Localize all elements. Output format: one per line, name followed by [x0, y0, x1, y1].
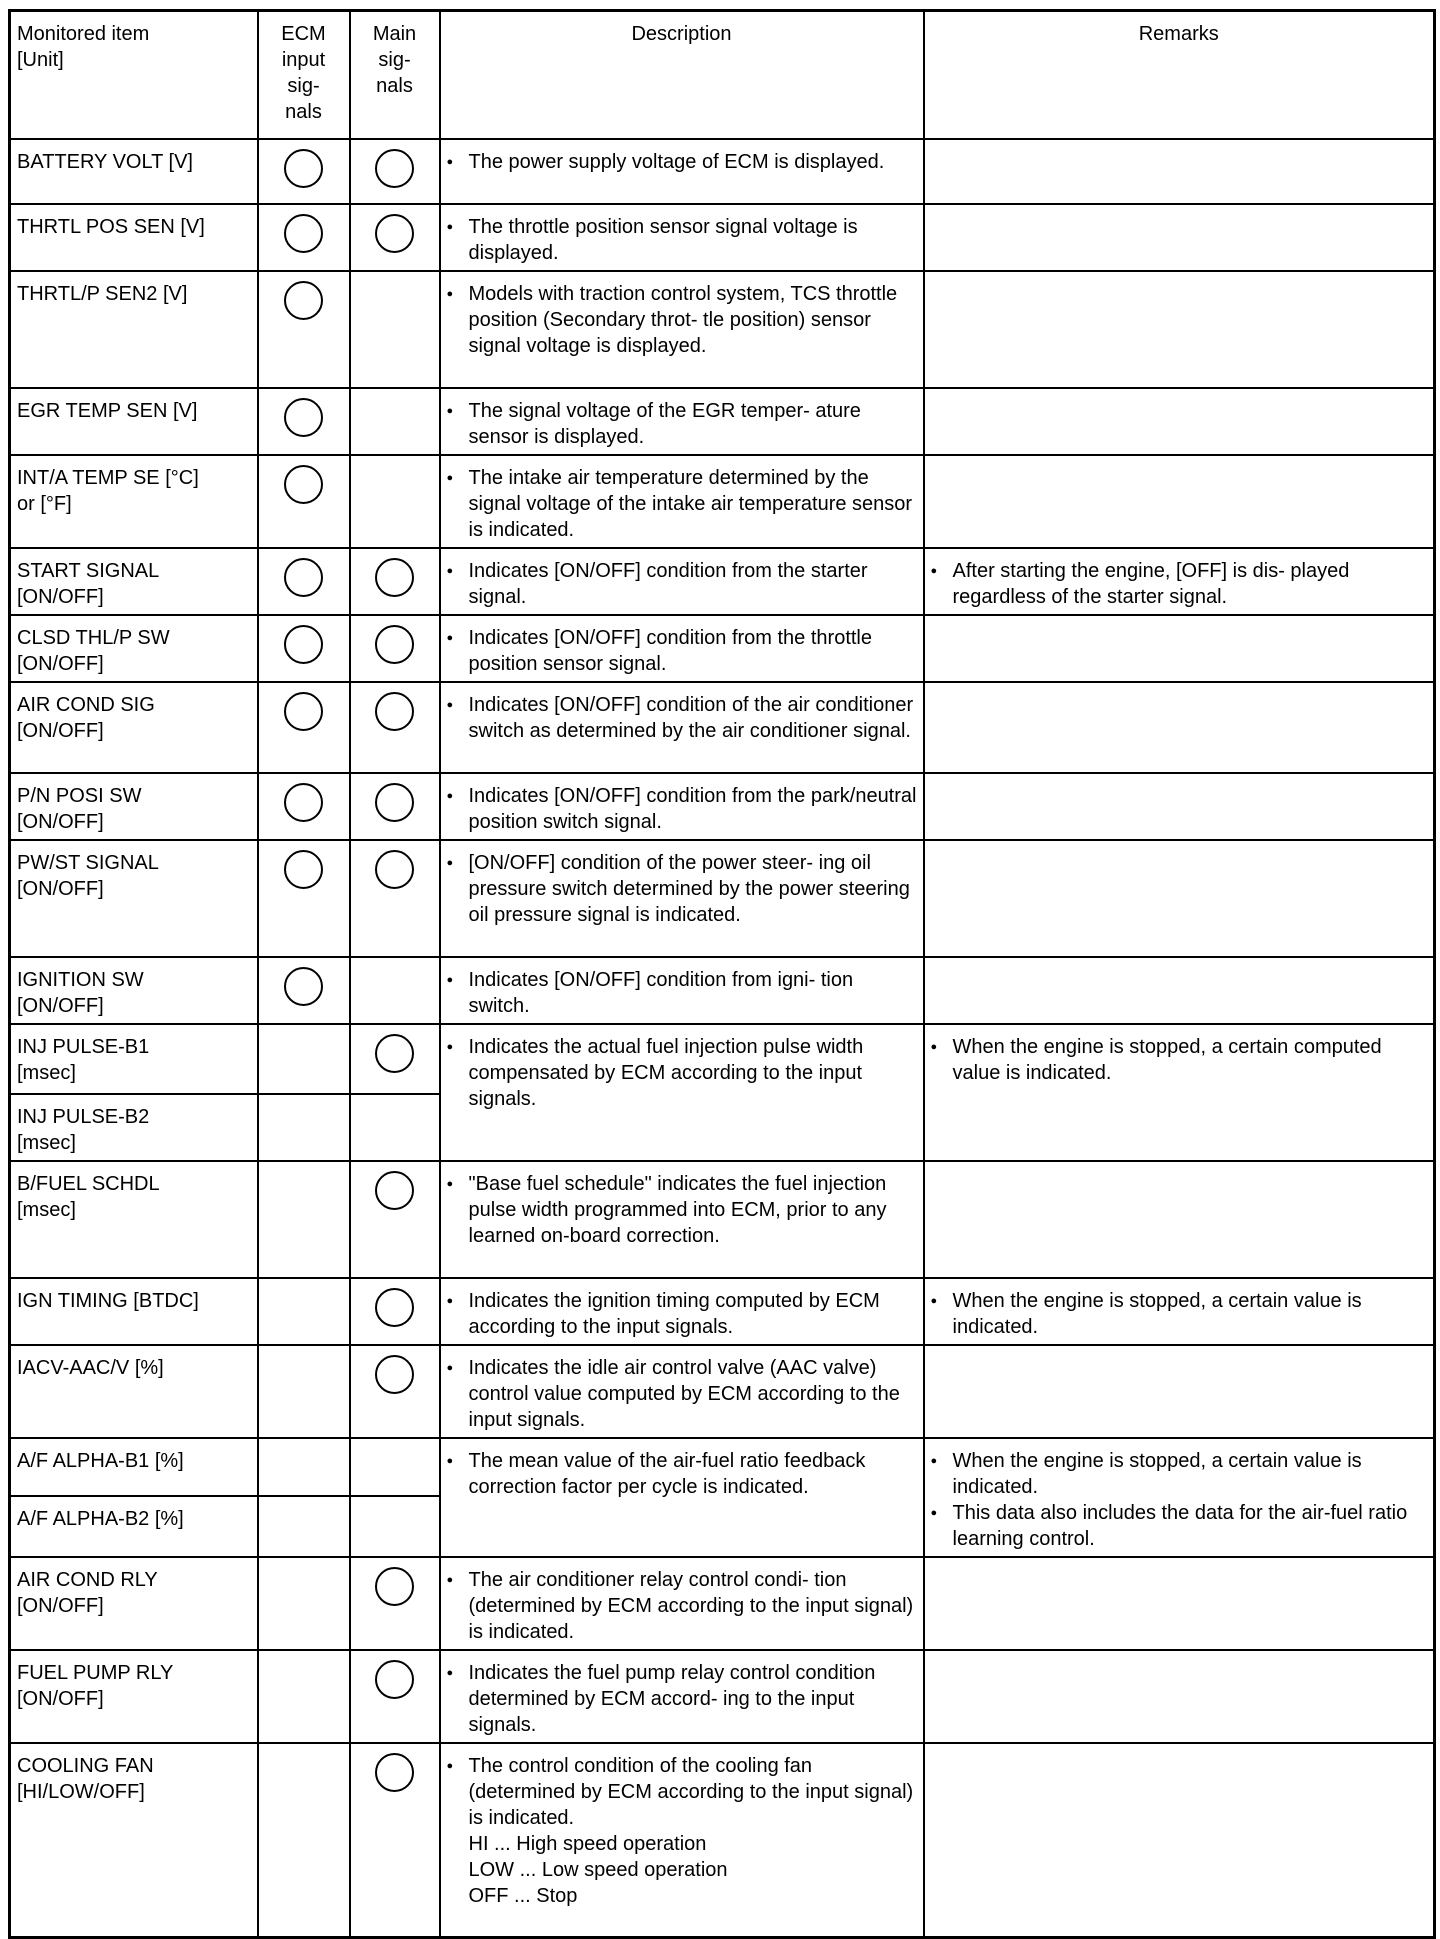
item-name: A/F ALPHA-B2 [%] [10, 1496, 258, 1556]
main-signal-mark [350, 204, 440, 271]
description-cell [440, 548, 924, 615]
circle-mark-icon [284, 281, 323, 320]
header-description: Description [440, 11, 924, 139]
description-cell [440, 773, 924, 840]
item-name: INT/A TEMP SE [°C] or [°F] [10, 455, 258, 548]
table-row [10, 615, 1435, 682]
remarks-text: ● When the engine is stopped, a certain value is indicated. [931, 1448, 1428, 1500]
ecm-input-mark [258, 1345, 350, 1438]
table-row [10, 957, 1435, 1024]
ecm-input-mark [258, 455, 350, 548]
remarks-cell [924, 1650, 1435, 1743]
header-remarks: Remarks [924, 11, 1435, 139]
ecm-input-mark [258, 1438, 350, 1497]
main-signal-mark [350, 455, 440, 548]
circle-mark-icon [284, 398, 323, 437]
item-name: AIR COND SIG [ON/OFF] [10, 682, 258, 773]
table-row [10, 1557, 1435, 1650]
ecm-input-mark [258, 1094, 350, 1161]
ecm-input-mark [258, 615, 350, 682]
main-signal-mark [350, 1650, 440, 1743]
item-name: IGNITION SW [ON/OFF] [10, 957, 258, 1024]
ecm-input-mark [258, 773, 350, 840]
description-cell [440, 840, 924, 957]
description-text: ● The throttle position sensor signal voltage is displayed. [447, 214, 917, 266]
remarks-cell [924, 1161, 1435, 1278]
description-cell [440, 1345, 924, 1438]
description-cell [440, 1024, 924, 1161]
description-cell [440, 615, 924, 682]
item-name: THRTL/P SEN2 [V] [10, 271, 258, 388]
remarks-cell [924, 682, 1435, 773]
item-name: INJ PULSE-B1 [msec] [10, 1024, 258, 1094]
remarks-cell [924, 840, 1435, 957]
description-cell [440, 682, 924, 773]
circle-mark-icon [284, 692, 323, 731]
item-name: BATTERY VOLT [V] [10, 139, 258, 204]
ecm-input-mark [258, 1278, 350, 1345]
ecm-input-mark [258, 682, 350, 773]
header-monitored-item: Monitored item [Unit] [10, 11, 258, 139]
main-signal-mark [350, 139, 440, 204]
circle-mark-icon [375, 1288, 414, 1327]
ecm-input-mark [258, 957, 350, 1024]
description-text: ● Indicates the ignition timing computed by ECM according to the input signals. [447, 1288, 917, 1340]
item-name: START SIGNAL [ON/OFF] [10, 548, 258, 615]
description-cell [440, 957, 924, 1024]
table-row [10, 271, 1435, 388]
main-signal-mark [350, 840, 440, 957]
item-name: FUEL PUMP RLY [ON/OFF] [10, 1650, 258, 1743]
ecm-input-mark [258, 139, 350, 204]
main-signal-mark [350, 1496, 440, 1556]
description-cell [440, 1650, 924, 1743]
description-text: ● Indicates the fuel pump relay control condition determined by ECM accord- ing to the input signals. [447, 1660, 917, 1738]
header-ecm-input-signals: ECM input sig- nals [258, 11, 350, 139]
circle-mark-icon [284, 465, 323, 504]
main-signal-mark [350, 615, 440, 682]
description-cell [440, 1438, 924, 1557]
description-text: ● Models with traction control system, TCS throttle position (Secondary throt- tle position) sensor signal voltage is displayed. [447, 281, 917, 359]
circle-mark-icon [284, 214, 323, 253]
main-signal-mark [350, 1161, 440, 1278]
remarks-cell [924, 615, 1435, 682]
table-row-af-b1 [10, 1438, 1435, 1497]
circle-mark-icon [375, 692, 414, 731]
fan-off-text: OFF ... Stop [468, 1884, 578, 1907]
item-name: CLSD THL/P SW [ON/OFF] [10, 615, 258, 682]
ecm-input-mark [258, 1743, 350, 1938]
main-signal-mark [350, 271, 440, 388]
table-row [10, 455, 1435, 548]
table-row-inj-b1 [10, 1024, 1435, 1094]
remarks-cell [924, 271, 1435, 388]
main-signal-mark [350, 1024, 440, 1094]
circle-mark-icon [284, 850, 323, 889]
monitored-items-sheet [8, 9, 1433, 1939]
item-name: THRTL POS SEN [V] [10, 204, 258, 271]
ecm-input-mark [258, 840, 350, 957]
ecm-input-mark [258, 548, 350, 615]
description-text: ● Indicates [ON/OFF] condition from igni- tion switch. [447, 967, 917, 1019]
item-name: P/N POSI SW [ON/OFF] [10, 773, 258, 840]
circle-mark-icon [284, 967, 323, 1006]
main-signal-mark [350, 1094, 440, 1161]
circle-mark-icon [375, 558, 414, 597]
circle-mark-icon [284, 149, 323, 188]
description-text: ● Indicates [ON/OFF] condition from the starter signal. [447, 558, 917, 610]
table-body [10, 139, 1435, 1938]
remarks-cell [924, 1743, 1435, 1938]
ecm-input-mark [258, 1557, 350, 1650]
circle-mark-icon [375, 850, 414, 889]
table-row [10, 139, 1435, 204]
table-row-cooling-fan [10, 1743, 1435, 1938]
description-text: ● "Base fuel schedule" indicates the fuel injection pulse width programmed into ECM, prior to any learned on-board correction. [447, 1171, 917, 1249]
remarks-text: ● When the engine is stopped, a certain computed value is indicated. [931, 1034, 1428, 1086]
circle-mark-icon [375, 625, 414, 664]
table-row [10, 682, 1435, 773]
main-signal-mark [350, 548, 440, 615]
ecm-input-mark [258, 388, 350, 455]
description-cell [440, 455, 924, 548]
description-text: ● The power supply voltage of ECM is displayed. [447, 149, 917, 175]
item-name: AIR COND RLY [ON/OFF] [10, 1557, 258, 1650]
remarks-text: ● When the engine is stopped, a certain value is indicated. [931, 1288, 1428, 1340]
item-name: EGR TEMP SEN [V] [10, 388, 258, 455]
remarks-cell [924, 1438, 1435, 1557]
table-row [10, 1161, 1435, 1278]
ecm-input-mark [258, 1650, 350, 1743]
fan-low-text: LOW ... Low speed operation [468, 1858, 728, 1881]
main-signal-mark [350, 388, 440, 455]
description-cell [440, 1161, 924, 1278]
remarks-cell [924, 1278, 1435, 1345]
table-row [10, 388, 1435, 455]
main-signal-mark [350, 957, 440, 1024]
circle-mark-icon [375, 1171, 414, 1210]
item-name: IGN TIMING [BTDC] [10, 1278, 258, 1345]
main-signal-mark [350, 1345, 440, 1438]
description-text: ● Indicates the idle air control valve (AAC valve) control value computed by ECM according to the input signals. [447, 1355, 917, 1433]
description-text: ● Indicates [ON/OFF] condition from the park/neutral position switch signal. [447, 783, 917, 835]
item-name: IACV-AAC/V [%] [10, 1345, 258, 1438]
main-signal-mark [350, 1557, 440, 1650]
remarks-cell [924, 548, 1435, 615]
item-name: INJ PULSE-B2 [msec] [10, 1094, 258, 1161]
header-main-signals: Main sig- nals [350, 11, 440, 139]
monitored-items-table [8, 9, 1436, 1939]
remarks-cell [924, 1345, 1435, 1438]
table-row [10, 773, 1435, 840]
description-text: ● Indicates the actual fuel injection pulse width compensated by ECM according to the input signals. [447, 1034, 917, 1112]
table-row [10, 1345, 1435, 1438]
table-row [10, 548, 1435, 615]
description-text: ● The signal voltage of the EGR temper- ature sensor is displayed. [447, 398, 917, 450]
remarks-text: ● After starting the engine, [OFF] is dis- played regardless of the starter signal. [931, 558, 1428, 610]
circle-mark-icon [375, 214, 414, 253]
description-cell [440, 1278, 924, 1345]
description-cell [440, 388, 924, 455]
ecm-input-mark [258, 204, 350, 271]
circle-mark-icon [284, 783, 323, 822]
item-name: PW/ST SIGNAL [ON/OFF] [10, 840, 258, 957]
description-cell [440, 1557, 924, 1650]
ecm-input-mark [258, 1496, 350, 1556]
description-text: ● Indicates [ON/OFF] condition of the air conditioner switch as determined by the air conditioner signal. [447, 692, 917, 744]
ecm-input-mark [258, 1161, 350, 1278]
description-cell [440, 271, 924, 388]
main-signal-mark [350, 1438, 440, 1497]
circle-mark-icon [375, 1355, 414, 1394]
remarks-text: ● This data also includes the data for the air-fuel ratio learning control. [931, 1500, 1428, 1552]
remarks-cell [924, 204, 1435, 271]
description-cell [440, 204, 924, 271]
description-text: ● The control condition of the cooling fan (determined by ECM according to the input signal) is indicated. [447, 1753, 917, 1831]
main-signal-mark [350, 1743, 440, 1938]
circle-mark-icon [284, 558, 323, 597]
ecm-input-mark [258, 271, 350, 388]
main-signal-mark [350, 773, 440, 840]
circle-mark-icon [375, 1034, 414, 1073]
description-text: ● Indicates [ON/OFF] condition from the throttle position sensor signal. [447, 625, 917, 677]
description-cell [440, 1743, 924, 1938]
remarks-cell [924, 455, 1435, 548]
circle-mark-icon [375, 149, 414, 188]
item-name: A/F ALPHA-B1 [%] [10, 1438, 258, 1497]
ecm-input-mark [258, 1024, 350, 1094]
table-row [10, 840, 1435, 957]
description-cell [440, 139, 924, 204]
circle-mark-icon [375, 1567, 414, 1606]
description-text: ● The mean value of the air-fuel ratio feedback correction factor per cycle is indicated. [447, 1448, 917, 1500]
table-row [10, 1278, 1435, 1345]
description-text: ● The intake air temperature determined by the signal voltage of the intake air temperature sensor is indicated. [447, 465, 917, 543]
remarks-cell [924, 957, 1435, 1024]
circle-mark-icon [375, 1753, 414, 1792]
main-signal-mark [350, 1278, 440, 1345]
fan-hi-text: HI ... High speed operation [468, 1832, 707, 1855]
circle-mark-icon [375, 783, 414, 822]
item-name: B/FUEL SCHDL [msec] [10, 1161, 258, 1278]
item-name: COOLING FAN [HI/LOW/OFF] [10, 1743, 258, 1938]
remarks-cell [924, 1557, 1435, 1650]
remarks-cell [924, 388, 1435, 455]
circle-mark-icon [375, 1660, 414, 1699]
header-row [10, 11, 1435, 139]
description-text: ● [ON/OFF] condition of the power steer- ing oil pressure switch determined by the power steering oil pressure signal is indicated. [447, 850, 917, 928]
table-row [10, 204, 1435, 271]
remarks-cell [924, 1024, 1435, 1161]
remarks-cell [924, 773, 1435, 840]
remarks-cell [924, 139, 1435, 204]
description-text: ● The air conditioner relay control condi- tion (determined by ECM according to the input signal) is indicated. [447, 1567, 917, 1645]
main-signal-mark [350, 682, 440, 773]
circle-mark-icon [284, 625, 323, 664]
table-row [10, 1650, 1435, 1743]
